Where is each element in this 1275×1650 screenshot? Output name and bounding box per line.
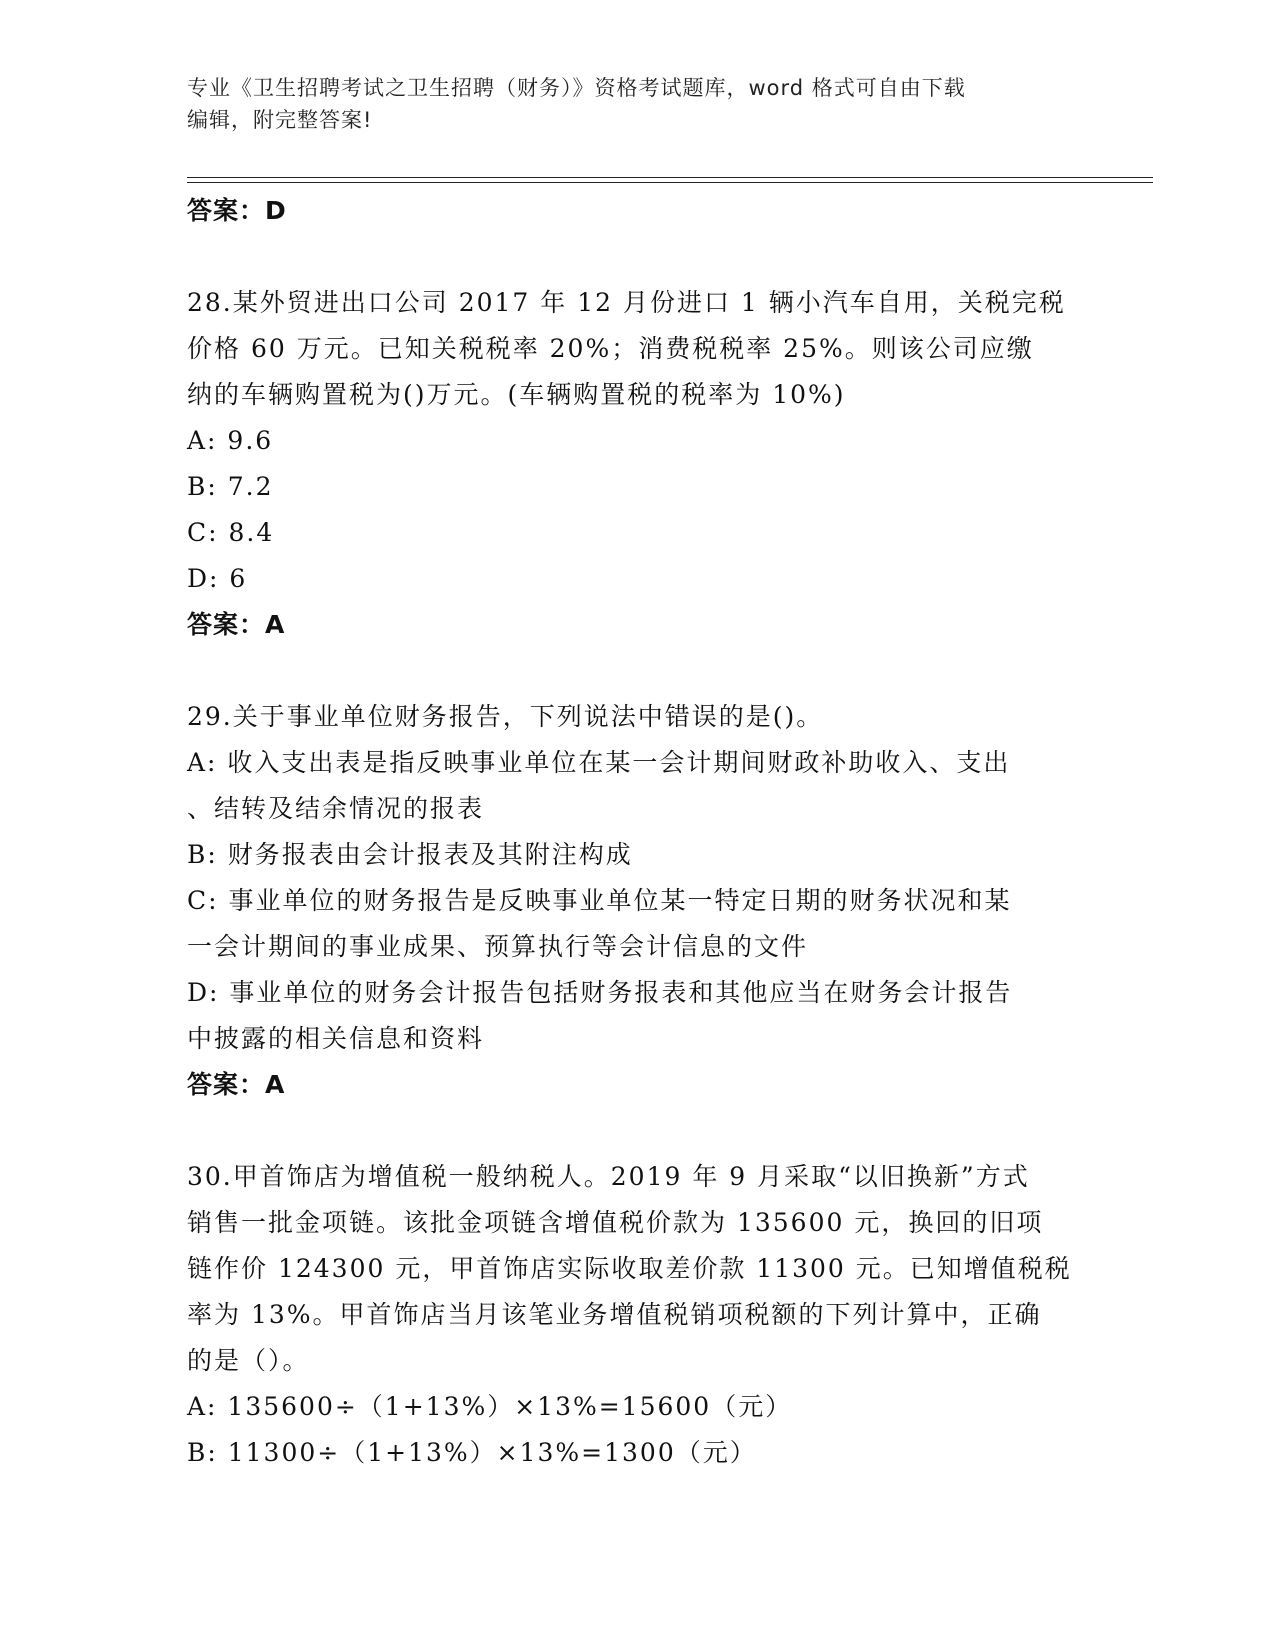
spacer — [187, 1108, 1087, 1154]
q29-option-d-line: 中披露的相关信息和资料 — [187, 1024, 485, 1053]
question-28 — [187, 280, 1087, 648]
header-line-2: 编辑，附完整答案! — [187, 108, 373, 132]
q29-option-c-line: 一会计期间的事业成果、预算执行等会计信息的文件 — [187, 932, 809, 961]
spacer — [187, 648, 1087, 694]
q29-option-a-line: 、结转及结余情况的报表 — [187, 794, 485, 823]
question-list — [187, 188, 1087, 1476]
q30-stem-line: 的是（）。 — [187, 1346, 310, 1375]
q29-option-d-line: D: 事业单位的财务会计报告包括财务报表和其他应当在财务会计报告 — [187, 978, 1013, 1007]
q29-stem-line: 29.关于事业单位财务报告，下列说法中错误的是()。 — [187, 702, 824, 731]
q30-stem-line: 率为 13%。甲首饰店当月该笔业务增值税销项税额的下列计算中，正确 — [187, 1300, 1042, 1329]
q29-option-a-line: A: 收入支出表是指反映事业单位在某一会计期间财政补助收入、支出 — [187, 748, 1011, 777]
q28-option-b: B: 7.2 — [187, 472, 274, 501]
q29-answer: 答案：A — [187, 1070, 286, 1099]
q27-answer: 答案：D — [187, 196, 287, 225]
q29-option-c-line: C: 事业单位的财务报告是反映事业单位某一特定日期的财务状况和某 — [187, 886, 1012, 915]
q29-option-b-line: B: 财务报表由会计报表及其附注构成 — [187, 840, 633, 869]
q28-option-c: C: 8.4 — [187, 518, 275, 547]
q30-stem-line: 30.甲首饰店为增值税一般纳税人。2019 年 9 月采取“以旧换新”方式 — [187, 1162, 1030, 1191]
page-header — [187, 72, 1087, 136]
q28-stem-line: 28.某外贸进出口公司 2017 年 12 月份进口 1 辆小汽车自用，关税完税 — [187, 288, 1066, 317]
header-rule-bottom — [187, 182, 1153, 183]
q30-stem-line: 销售一批金项链。该批金项链含增值税价款为 135600 元，换回的旧项 — [187, 1208, 1044, 1237]
question-30 — [187, 1154, 1087, 1476]
q28-stem-line: 价格 60 万元。已知关税税率 20%；消费税税率 25%。则该公司应缴 — [187, 334, 1034, 363]
q28-stem-line: 纳的车辆购置税为()万元。(车辆购置税的税率为 10%) — [187, 380, 846, 409]
q30-option-a: A: 135600÷（1+13%）×13%=15600（元） — [187, 1392, 793, 1421]
q28-answer: 答案：A — [187, 610, 286, 639]
q30-option-b: B: 11300÷（1+13%）×13%=1300（元） — [187, 1438, 757, 1467]
q28-option-d: D: 6 — [187, 564, 248, 593]
header-line-1: 专业《卫生招聘考试之卫生招聘（财务）》资格考试题库，word 格式可自由下载 — [187, 76, 966, 100]
q30-stem-line: 链作价 124300 元，甲首饰店实际收取差价款 11300 元。已知增值税税 — [187, 1254, 1072, 1283]
q28-option-a: A: 9.6 — [187, 426, 274, 455]
question-29 — [187, 694, 1087, 1108]
header-rule-top — [187, 177, 1153, 178]
spacer — [187, 234, 1087, 280]
